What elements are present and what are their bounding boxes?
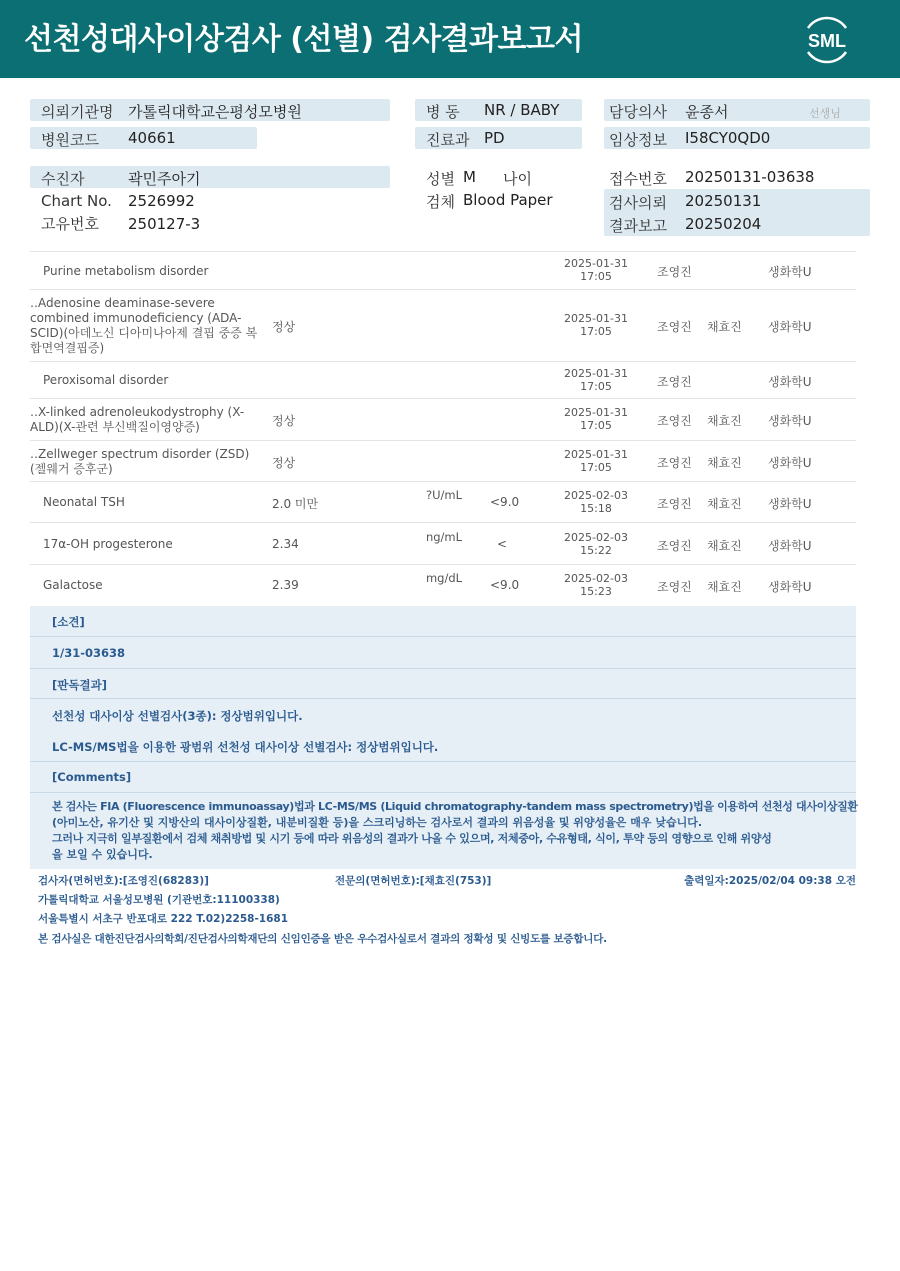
reference-range: <9.0 (490, 495, 520, 509)
sex-label: 성별 (426, 170, 455, 188)
test-datetime: 2025-01-31 17:05 (564, 312, 628, 338)
report-label: 결과보고 (609, 217, 667, 235)
department-label: 진료과 (426, 131, 470, 149)
tester: 조영진 (657, 320, 692, 334)
test-result: 2.0 미만 (272, 497, 319, 511)
test-result: 정상 (272, 456, 296, 470)
receipt-value: 20250131-03638 (685, 168, 815, 186)
notes-divider (30, 792, 856, 793)
institution-label: 의뢰기관명 (41, 103, 114, 121)
department: 생화학U (768, 580, 812, 594)
department: 생화학U (768, 375, 812, 389)
test-result: 2.34 (272, 537, 299, 551)
tester: 조영진 (657, 414, 692, 428)
age-label: 나이 (503, 170, 532, 188)
opinion-text: 1/31-03638 (52, 646, 125, 660)
clinical-label: 임상정보 (609, 131, 667, 149)
comments-text (52, 799, 857, 863)
row-divider (30, 522, 856, 523)
department: 생화학U (768, 456, 812, 470)
opinion-header: [소견] (52, 615, 85, 629)
test-datetime: 2025-01-31 17:05 (564, 406, 628, 432)
patient-label: 수진자 (41, 170, 85, 188)
footer-hospital: 가톨릭대학교 서울성모병원 (기관번호:11100338) (38, 894, 280, 906)
test-name: Galactose (43, 578, 103, 592)
reference-range: <9.0 (490, 578, 520, 592)
comments-line-1: 본 검사는 FIA (Fluorescence immunoassay)법과 LC-MS/MS (Liquid chromatography-tandem mass spectrometry)법을 이용하여 선천성 대사이상질환 (52, 800, 858, 813)
footer-printed-date: 출력일자:2025/02/04 09:38 오전 (684, 875, 856, 887)
unique-value: 250127-3 (128, 215, 201, 233)
tester: 조영진 (657, 539, 692, 553)
row-divider (30, 481, 856, 482)
row-divider (30, 361, 856, 362)
department-value: PD (484, 129, 505, 147)
test-name: ‥X-linked adrenoleukodystrophy (X-ALD)(X-관련 부신백질이영양증) (30, 405, 245, 434)
test-datetime: 2025-01-31 17:05 (564, 257, 628, 283)
tester: 조영진 (657, 497, 692, 511)
test-result: 2.39 (272, 578, 299, 592)
comments-line-4: 을 보일 수 있습니다. (52, 848, 153, 861)
notes-divider (30, 668, 856, 669)
test-datetime: 2025-02-03 15:23 (564, 572, 628, 598)
chart-label: Chart No. (41, 192, 112, 210)
expert: 채효진 (707, 320, 742, 334)
sex-value: M (463, 168, 476, 186)
department: 생화학U (768, 539, 812, 553)
expert: 채효진 (707, 456, 742, 470)
report-header (0, 0, 900, 78)
test-name: Purine metabolism disorder (43, 264, 209, 278)
ward-value: NR / BABY (484, 101, 560, 119)
comments-header: [Comments] (52, 770, 132, 784)
test-result: 정상 (272, 414, 296, 428)
test-unit: ?U/mL (425, 488, 462, 502)
ward-label: 병 동 (426, 103, 460, 121)
expert: 채효진 (707, 414, 742, 428)
patient-value: 곽민주아기 (128, 170, 201, 188)
chart-value: 2526992 (128, 192, 195, 210)
row-divider (30, 289, 856, 290)
table-top-rule (30, 251, 856, 252)
test-name: 17α-OH progesterone (43, 537, 173, 551)
institution-value: 가톨릭대학교은평성모병원 (128, 103, 302, 121)
hospital-code-value: 40661 (128, 129, 176, 147)
row-divider (30, 564, 856, 565)
footer-tester: 검사자(면허번호):[조영진(68283)] (38, 875, 209, 887)
specimen-value: Blood Paper (463, 191, 553, 209)
test-name: ‥Adenosine deaminase-severe combined immunodeficiency (ADA-SCID)(아데노신 디아미나아제 결핍 중증 복합면역결핍증) (30, 296, 258, 355)
test-datetime: 2025-02-03 15:22 (564, 531, 628, 557)
department: 생화학U (768, 414, 812, 428)
notes-divider (30, 698, 856, 699)
tester: 조영진 (657, 265, 692, 279)
comments-line-2: (아미노산, 유기산 및 지방산의 대사이상질환, 내분비질환 등)을 스크리닝하는 검사로서 결과의 위음성율 및 위양성율은 매우 낮습니다. (52, 816, 703, 829)
notes-divider (30, 636, 856, 637)
clinical-value: I58CY0QD0 (685, 129, 771, 147)
tester: 조영진 (657, 375, 692, 389)
request-value: 20250131 (685, 192, 762, 210)
test-name: ‥Zellweger spectrum disorder (ZSD)(젤웨거 증후군) (30, 447, 250, 476)
report-value: 20250204 (685, 215, 762, 233)
test-unit: mg/dL (425, 571, 463, 585)
test-datetime: 2025-01-31 17:05 (564, 448, 628, 474)
doctor-value: 윤종서 (685, 103, 729, 121)
tester: 조영진 (657, 456, 692, 470)
department: 생화학U (768, 320, 812, 334)
footer-address: 서울특별시 서초구 반포대로 222 T.02)2258-1681 (38, 913, 289, 925)
doctor-suffix: 선생님 (809, 107, 841, 120)
receipt-label: 접수번호 (609, 170, 667, 188)
specimen-label: 검체 (426, 193, 455, 211)
test-name: Neonatal TSH (43, 495, 125, 509)
request-label: 검사의뢰 (609, 194, 667, 212)
test-name: Peroxisomal disorder (43, 373, 169, 387)
logo-text: SML (808, 31, 846, 51)
department: 생화학U (768, 265, 812, 279)
test-datetime: 2025-02-03 15:18 (564, 489, 628, 515)
test-result: 정상 (272, 320, 296, 334)
report-title: 선천성대사이상검사 (선별) 검사결과보고서 (24, 22, 583, 57)
department: 생화학U (768, 497, 812, 511)
expert: 채효진 (707, 497, 742, 511)
reading-line-2: LC-MS/MS법을 이용한 광범위 선천성 대사이상 선별검사: 정상범위입니다. (52, 740, 439, 754)
footer-expert: 전문의(면허번호):[채효진(753)] (335, 875, 492, 887)
row-divider (30, 440, 856, 441)
notes-divider (30, 761, 856, 762)
hospital-code-label: 병원코드 (41, 131, 99, 149)
sml-logo-icon (798, 12, 856, 66)
expert: 채효진 (707, 580, 742, 594)
comments-line-3: 그러나 지극히 일부질환에서 검체 채취방법 및 시기 등에 따라 위음성의 결과가 나올 수 있으며, 저체중아, 수유형태, 식이, 투약 등의 영향으로 인해 위양성 (52, 832, 772, 845)
test-unit: ng/mL (425, 530, 463, 544)
test-datetime: 2025-01-31 17:05 (564, 367, 628, 393)
row-divider (30, 398, 856, 399)
footer-certification: 본 검사실은 대한진단검사의학회/진단검사의학재단의 신임인증을 받은 우수검사실로서 결과의 정확성 및 신빙도를 보증합니다. (38, 933, 607, 945)
reference-range: < (497, 537, 508, 551)
expert: 채효진 (707, 539, 742, 553)
reading-line-1: 선천성 대사이상 선별검사(3종): 정상범위입니다. (52, 709, 303, 723)
doctor-label: 담당의사 (609, 103, 667, 121)
reading-header: [판독결과] (52, 678, 107, 692)
tester: 조영진 (657, 580, 692, 594)
unique-label: 고유번호 (41, 215, 99, 233)
